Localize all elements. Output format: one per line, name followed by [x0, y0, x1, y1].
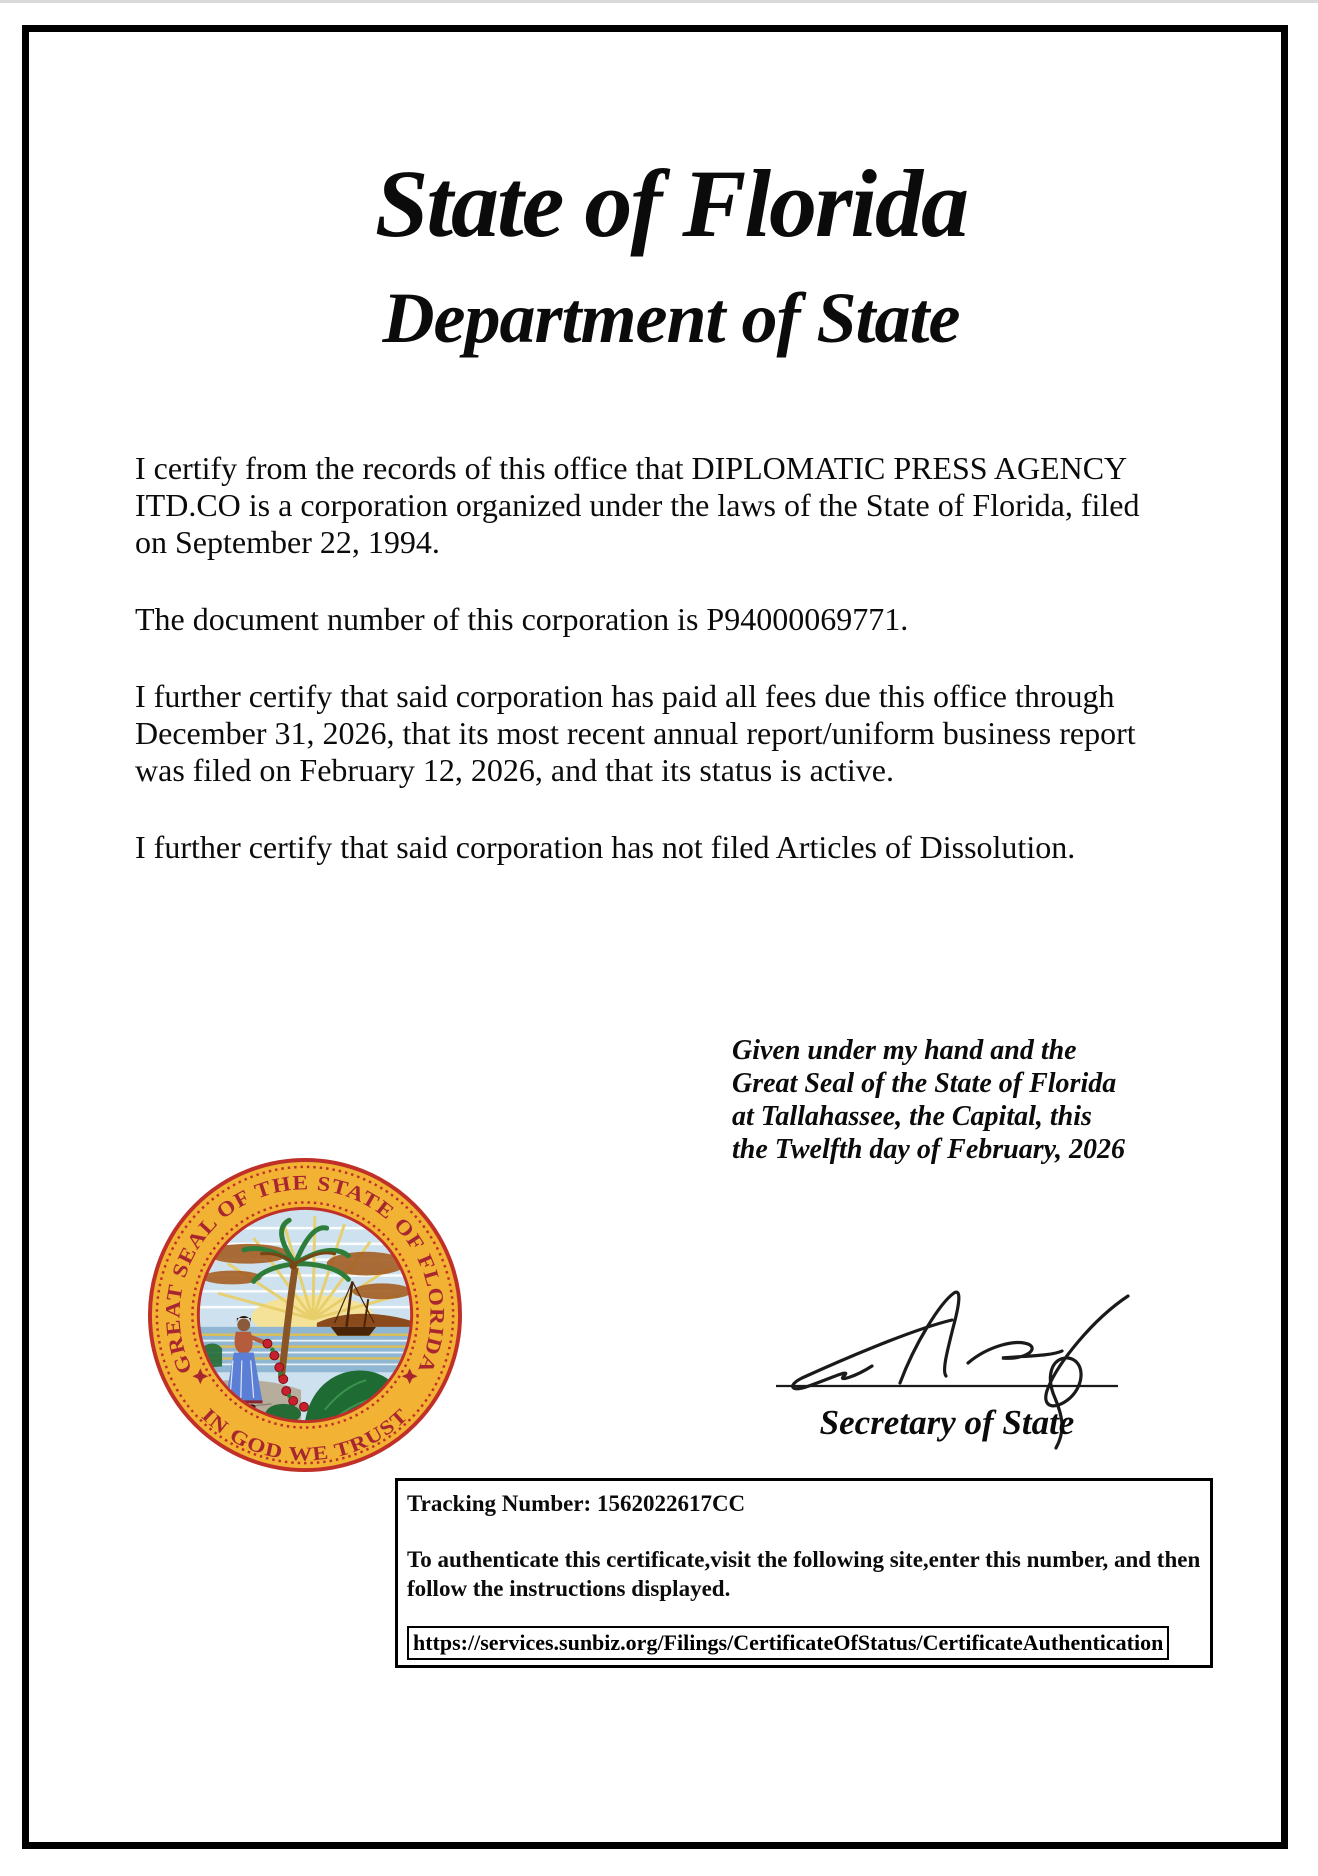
paragraph-line: The document number of this corporation is P94000069771.: [135, 601, 909, 637]
seal-motto-lettering: IN GOD WE TRUST: [197, 1404, 411, 1466]
certificate-body: [135, 450, 1183, 906]
paragraph-line: I further certify that said corporation has not filed Articles of Dissolution.: [135, 829, 1076, 865]
florida-state-seal: [147, 1157, 463, 1473]
attestation-line: Great Seal of the State of Florida: [732, 1068, 1117, 1099]
attestation-line: Given under my hand and the: [732, 1035, 1077, 1066]
paragraph-line: ITD.CO is a corporation organized under the laws of the State of Florida, filed: [135, 487, 1140, 523]
attestation-line: the Twelfth day of February, 2026: [732, 1134, 1126, 1165]
paragraph-line: December 31, 2026, that its most recent annual report/uniform business report: [135, 715, 1136, 751]
paragraph-certify: [135, 450, 1183, 561]
page-title: State of Florida: [374, 150, 968, 257]
seal-ring-lettering: GREAT SEAL OF THE STATE OF FLORIDA: [162, 1172, 448, 1377]
window-top-edge: [0, 0, 1318, 3]
paragraph-dissolution: [135, 829, 1183, 866]
paragraph-document-number: [135, 601, 1183, 638]
state-seal-icon: [147, 1157, 463, 1473]
paragraph-line: I further certify that said corporation has paid all fees due this office through: [135, 678, 1115, 714]
paragraph-line: on September 22, 1994.: [135, 524, 440, 560]
authentication-url-link[interactable]: https://services.sunbiz.org/Filings/CertificateOfStatus/CertificateAuthentication: [407, 1626, 1169, 1660]
tracking-number: Tracking Number: 1562022617CC: [407, 1491, 746, 1516]
authentication-instructions-line2: follow the instructions displayed.: [407, 1576, 731, 1601]
paragraph-fees-status: [135, 678, 1183, 789]
secretary-of-state-title: Secretary of State: [819, 1403, 1075, 1442]
paragraph-line: I certify from the records of this office that DIPLOMATIC PRESS AGENCY: [135, 450, 1128, 486]
authentication-instructions-line1: To authenticate this certificate,visit the following site,enter this number, and then: [407, 1547, 1201, 1572]
title-block: [12, 150, 1318, 358]
attestation-block: [732, 1034, 1125, 1166]
tracking-box: [395, 1478, 1213, 1668]
attestation-line: at Tallahassee, the Capital, this: [732, 1101, 1092, 1132]
page-subtitle: Department of State: [382, 278, 960, 358]
paragraph-line: was filed on February 12, 2026, and that its status is active.: [135, 752, 894, 788]
